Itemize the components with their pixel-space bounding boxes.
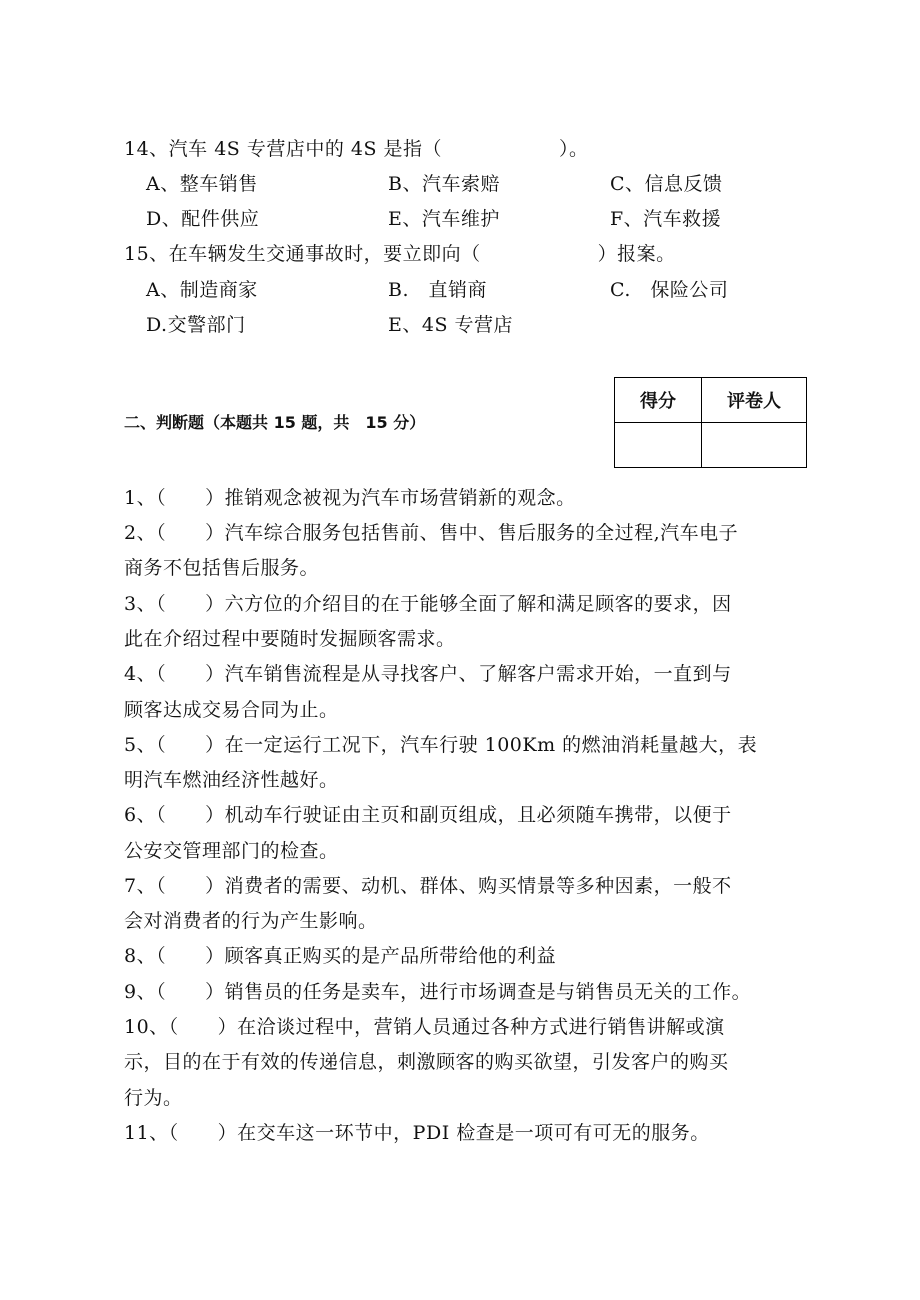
tf-item-10-line-3: 行为。 (124, 1087, 183, 1109)
question-15-option-a: A、制造商家 (146, 279, 258, 301)
tf-item-3-line-1: 3、（ ）六方位的介绍目的在于能够全面了解和满足顾客的要求，因 (124, 593, 732, 615)
question-14-stem: 14、汽车 4S 专营店中的 4S 是指（ ）。 (124, 138, 589, 160)
score-header: 得分 (615, 378, 702, 423)
question-14-option-b: B、汽车索赔 (388, 173, 500, 195)
tf-item-3-line-2: 此在介绍过程中要随时发掘顾客需求。 (124, 628, 456, 650)
tf-item-6-line-1: 6、（ ）机动车行驶证由主页和副页组成，且必须随车携带，以便于 (124, 804, 732, 826)
tf-item-10-line-2: 示，目的在于有效的传递信息，刺激顾客的购买欲望，引发客户的购买 (124, 1051, 729, 1073)
score-cell[interactable] (615, 423, 702, 468)
question-14-option-c: C、信息反馈 (610, 173, 723, 195)
question-14-option-f: F、汽车救援 (610, 208, 722, 230)
tf-item-2-line-2: 商务不包括售后服务。 (124, 557, 320, 579)
question-15-stem: 15、在车辆发生交通事故时，要立即向（ ）报案。 (124, 243, 676, 265)
question-15-option-d: D.交警部门 (146, 314, 246, 336)
tf-item-11-line-1: 11、（ ）在交车这一环节中，PDI 检查是一项可有可无的服务。 (124, 1122, 710, 1144)
section-title: 二、判断题（本题共 15 题，共 15 分） (124, 413, 426, 432)
tf-item-4-line-1: 4、（ ）汽车销售流程是从寻找客户、了解客户需求开始，一直到与 (124, 663, 732, 685)
question-15-option-c: C. 保险公司 (610, 279, 729, 301)
tf-item-1-line-1: 1、（ ）推销观念被视为汽车市场营销新的观念。 (124, 487, 576, 509)
tf-item-8-line-1: 8、（ ）顾客真正购买的是产品所带给他的利益 (124, 945, 557, 967)
score-table (614, 377, 807, 468)
question-14-option-e: E、汽车维护 (388, 208, 500, 230)
grader-header: 评卷人 (702, 378, 807, 423)
tf-item-10-line-1: 10、（ ）在洽谈过程中，营销人员通过各种方式进行销售讲解或演 (124, 1016, 725, 1038)
tf-item-7-line-1: 7、（ ）消费者的需要、动机、群体、购买情景等多种因素，一般不 (124, 875, 732, 897)
question-15-option-b: B. 直销商 (388, 279, 488, 301)
tf-item-5-line-1: 5、（ ）在一定运行工况下，汽车行驶 100Km 的燃油消耗量越大，表 (124, 734, 758, 756)
tf-item-2-line-1: 2、（ ）汽车综合服务包括售前、售中、售后服务的全过程,汽车电子 (124, 522, 739, 544)
tf-item-9-line-1: 9、（ ）销售员的任务是卖车，进行市场调查是与销售员无关的工作。 (124, 981, 752, 1003)
grader-cell[interactable] (702, 423, 807, 468)
tf-item-6-line-2: 公安交管理部门的检查。 (124, 840, 339, 862)
question-14-option-a: A、整车销售 (146, 173, 258, 195)
tf-item-7-line-2: 会对消费者的行为产生影响。 (124, 910, 378, 932)
tf-item-5-line-2: 明汽车燃油经济性越好。 (124, 769, 339, 791)
question-14-option-d: D、配件供应 (146, 208, 260, 230)
tf-item-4-line-2: 顾客达成交易合同为止。 (124, 699, 339, 721)
question-15-option-e: E、4S 专营店 (388, 314, 514, 336)
